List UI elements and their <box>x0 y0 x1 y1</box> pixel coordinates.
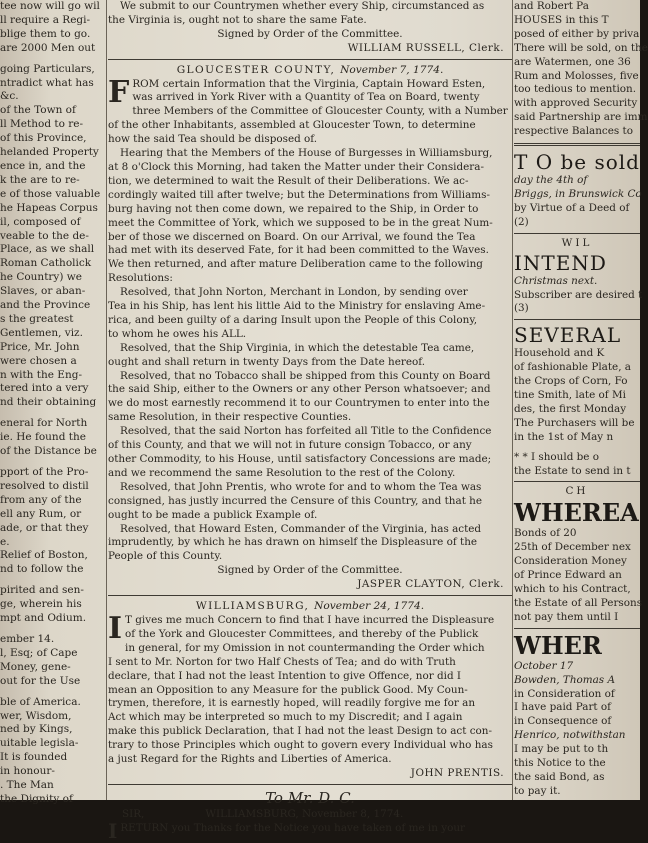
article-line: Resolutions: <box>108 272 173 285</box>
left-column-line <box>0 459 104 466</box>
ad-line: in the 1st of May n <box>514 430 614 443</box>
article-line: I sent to Mr. Norton for two Half Chests of Tea; and do with Truth <box>108 655 456 668</box>
left-column-line: wer, Wisdom, <box>0 709 72 722</box>
left-column-line: n with the Eng- <box>0 368 82 381</box>
notice-signed: Signed by Order of the Committee. <box>217 27 403 40</box>
ad-headline: SEVERAL <box>514 323 622 348</box>
ad-line: 25th of December nex <box>514 541 631 554</box>
left-column-line: Place, as we shall <box>0 243 95 256</box>
left-column-line: ge, wherein his <box>0 598 82 611</box>
left-column-line: ember 14. <box>0 632 55 645</box>
gloucester-date: November 7, 1774. <box>340 63 444 76</box>
ad-line: to pay it. <box>514 784 561 797</box>
resolution-line: the said Ship, either to the Owners or any other Person whatsoever; and <box>108 383 491 396</box>
left-column-line <box>0 577 104 584</box>
notice-line: We submit to our Countrymen whether every Ship, circumstanced as <box>120 0 485 12</box>
left-column-line: ence in, and the <box>0 159 86 172</box>
divider <box>514 481 640 482</box>
gloucester-para2 <box>108 147 512 286</box>
ad-intend <box>514 236 643 317</box>
ad-line: Bonds of 20 <box>514 527 577 540</box>
resolution <box>108 370 512 426</box>
resolution-line: Resolved, that Howard Esten, Commander of the Virginia, has acted <box>120 522 482 535</box>
williamsburg-heading <box>108 600 512 614</box>
left-column-line: s the greatest <box>0 312 74 325</box>
left-column-line: ll require a Regi- <box>0 13 91 26</box>
top-notice <box>108 0 512 56</box>
ad-line: the Crops of Corn, Fo <box>514 375 628 388</box>
left-column-line: eneral for North <box>0 417 88 430</box>
resolution <box>108 286 512 342</box>
left-column-line: nd to follow the <box>0 563 84 576</box>
left-column-line: mpt and Odium. <box>0 612 87 625</box>
ad-headline: INTEND <box>514 250 607 275</box>
resolution-line: to whom he owes his ALL. <box>108 327 247 340</box>
drop-cap: I <box>108 610 123 646</box>
williamsburg-article <box>108 600 512 781</box>
left-column-line: e. <box>0 535 10 548</box>
article-line: in general, for my Omission in not countermanding the Order which <box>125 641 485 654</box>
ad-line: of Prince Edward an <box>514 569 622 582</box>
left-column-line: he Hapeas Corpus <box>0 201 98 214</box>
left-column-line: veable to the de- <box>0 229 89 242</box>
article-line: three Members of the Committee of Gloucester County, with a Number <box>132 105 508 118</box>
ad-to-be-sold <box>514 150 640 230</box>
letter <box>108 788 512 843</box>
ad-line: too tedious to mention. <box>514 83 637 96</box>
left-column-line: ned by Kings, <box>0 723 73 736</box>
left-column-line: are 2000 Men out <box>0 41 96 54</box>
left-column-line: pirited and sen- <box>0 584 84 597</box>
ad-whereas-2 <box>514 632 640 799</box>
ad-line: I have paid Part of <box>514 701 612 714</box>
ad-line: in Consideration of <box>514 687 615 700</box>
drop-cap: F <box>108 74 130 110</box>
resolution-line: imprudently, by which he has drawn on himself the Displeasure of the <box>108 536 478 549</box>
gloucester-resolutions <box>108 286 512 564</box>
ad-headline: WHEREA <box>514 498 639 528</box>
divider <box>108 784 512 785</box>
resolution <box>108 425 512 481</box>
ad-line: the said Bond, as <box>514 770 605 783</box>
ad-line: Briggs, in Brunswick Co <box>514 187 642 200</box>
left-column-line: &c. <box>0 90 19 103</box>
left-column-line <box>0 689 104 696</box>
left-column-line: Roman Catholick <box>0 257 92 270</box>
left-column-line: in honour- <box>0 765 55 778</box>
left-column-line: Money, gene- <box>0 660 71 673</box>
article-line: was arrived in York River with a Quantity of Tea on Board, twenty <box>132 91 480 104</box>
ad-line: in Consequence of <box>514 715 612 728</box>
middle-column <box>108 0 512 843</box>
article-line: declare, that I had not the least Intention to give Offence, nor did I <box>108 669 462 682</box>
ad-line: HOUSES in this T <box>514 13 609 26</box>
ad-line: The Purchasers will be <box>514 416 635 429</box>
left-column-line: of the Town of <box>0 104 76 117</box>
notice-signatory: WILLIAM RUSSELL, Clerk. <box>347 41 504 54</box>
left-column-line: Relief of Boston, <box>0 549 88 562</box>
left-column-line: of this Province, <box>0 132 87 145</box>
resolution <box>108 523 512 565</box>
divider <box>514 143 640 146</box>
ad-line: day the 4th of <box>514 174 588 187</box>
ad-line: (3) <box>514 302 529 315</box>
article-line: had met with its deserved Fate, for it had been committed to the Waves. <box>108 244 489 257</box>
ad-line: (2) <box>514 215 529 228</box>
column-rule-right <box>512 0 513 800</box>
left-column <box>0 0 104 805</box>
left-column-line: he Country) we <box>0 271 83 284</box>
right-column <box>514 0 648 800</box>
letter-dateline: WILLIAMSBURG, November 8, 1774. <box>205 807 404 820</box>
article-line: trary to those Principles which ought to govern every Individual who has <box>108 739 493 752</box>
ad-line: posed of either by priva <box>514 27 640 40</box>
resolution-line: of this County, and that we will not in future consign Tobacco, or any <box>108 439 472 452</box>
left-column-line: the Dignity of <box>0 792 73 805</box>
ad-head: WIL <box>561 236 593 249</box>
resolution-line: Resolved, that the Ship Virginia, in which the detestable Tea came, <box>120 341 475 354</box>
ad-line: the Estate of all Persons <box>514 596 643 609</box>
article-line: T gives me much Concern to find that I have incurred the Displeasure <box>125 613 495 626</box>
gloucester-article <box>108 64 512 592</box>
article-line: cordingly waited till after twelve; but the Determinations from Williams- <box>108 188 490 201</box>
resolution-line: we do most earnestly recommend it to our Countrymen to enter into the <box>108 397 490 410</box>
left-column-line: Slaves, or aban- <box>0 285 86 298</box>
ad-headline: WHER <box>514 630 602 660</box>
letter-heading: To Mr. D. C. <box>265 788 355 807</box>
article-line: of the other Inhabitants, assembled at Gloucester Town, to determine <box>108 119 476 132</box>
ad-line: which to his Contract, <box>514 583 631 595</box>
left-column-line: of the Distance be <box>0 445 97 458</box>
ad-line: October 17 <box>514 659 574 672</box>
right-top-ad <box>514 0 648 139</box>
williamsburg-signatory: JOHN PRENTIS. <box>410 766 504 779</box>
article-line: Hearing that the Members of the House of Burgesses in Williamsburg, <box>120 147 493 160</box>
left-column-line: resolved to distil <box>0 479 89 492</box>
resolution-line: and we recommend the same Resolution to the rest of the Colony. <box>108 466 456 479</box>
williamsburg-title: WILLIAMSBURG, <box>195 600 310 613</box>
article-line: of the York and Gloucester Committees, and thereby of the Publick <box>125 627 479 640</box>
left-column-line: going Particulars, <box>0 62 95 75</box>
left-column-line: ntradict what has <box>0 76 94 89</box>
left-column-line: blige them to go. <box>0 27 91 40</box>
resolution-line: ought to be made a publick Example of. <box>108 508 318 521</box>
article-line: meet the Committee of York, which we supposed to be in the great Num- <box>108 216 493 229</box>
ad-headline: T O be sold <box>514 150 640 175</box>
ad-line: Household and K <box>514 347 605 360</box>
resolution-line: Tea in his Ship, has lent his little Aid to the Ministry for enslaving Ame- <box>108 300 486 313</box>
left-column-line: and the Province <box>0 299 91 312</box>
ad-head: CH <box>565 485 589 498</box>
article-line: trymen, therefore, it is earnestly hoped, will readily forgive me for an <box>108 697 476 710</box>
left-column-line: pport of the Pro- <box>0 466 89 478</box>
left-column-line: ell any Rum, or <box>0 507 82 520</box>
resolution <box>108 342 512 370</box>
left-column-line: Gentlemen, viz. <box>0 326 83 339</box>
resolution-line: Resolved, that no Tobacco shall be shipped from this County on Board <box>120 369 491 382</box>
left-column-line: nd their obtaining <box>0 396 97 409</box>
left-column-line: ble of America. <box>0 695 81 708</box>
article-line: a just Regard for the Rights and Liberties of America. <box>108 753 392 766</box>
ad-line: Henrico, notwithstan <box>514 729 626 742</box>
williamsburg-date: November 24, 1774. <box>314 600 425 613</box>
left-column-line: helanded Property <box>0 146 99 159</box>
left-column-line: out for the Use <box>0 674 81 687</box>
ad-line: the Estate to send in t <box>514 464 631 477</box>
ad-line: Subscriber are desired t <box>514 288 643 301</box>
resolution-line: same Resolution, in their respective Counties. <box>108 411 352 424</box>
ad-whereas-1 <box>514 485 643 624</box>
article-line: how the said Tea should be disposed of. <box>108 133 318 146</box>
left-column-line: from any of the <box>0 493 82 506</box>
article-line: We then returned, and after mature Deliberation came to the following <box>108 258 483 271</box>
left-column-line: ade, or that they <box>0 521 89 534</box>
ad-line: are Watermen, one 36 <box>514 55 631 68</box>
left-column-line: tee now will go wil <box>0 0 100 12</box>
ad-several <box>514 323 640 478</box>
ad-line: Rum and Molosses, five <box>514 69 639 82</box>
ad-line: of fashionable Plate, a <box>514 361 631 374</box>
ad-line: this Notice to the <box>514 757 606 770</box>
divider <box>108 59 512 60</box>
notice-line: the Virginia is, ought not to share the same Fate. <box>108 13 367 26</box>
gloucester-para1 <box>108 74 512 148</box>
ad-line: tine Smith, late of Mi <box>514 389 626 402</box>
resolution-line: Resolved, that John Norton, Merchant in London, by sending over <box>120 286 468 299</box>
left-column-line <box>0 626 104 633</box>
ad-line: Bowden, Thomas A <box>514 673 615 686</box>
resolution-line: rica, and been guilty of a daring Insult upon the People of this Colony, <box>108 313 478 326</box>
left-column-line <box>0 410 104 417</box>
article-line: Act which may be interpreted so much to my Discredit; and I again <box>108 711 463 724</box>
article-line: burg having not then come down, we repaired to the Ship, in Order to <box>108 202 479 215</box>
ad-line: des, the first Monday <box>514 402 627 415</box>
drop-cap: I <box>108 818 118 843</box>
resolution-line: People of this County. <box>108 550 223 563</box>
left-column-line: ie. He found the <box>0 431 86 444</box>
divider <box>514 319 640 320</box>
ad-line: and Robert Pa <box>514 0 589 12</box>
left-column-line: were chosen a <box>0 354 77 367</box>
letter-salutation: SIR, <box>122 807 145 820</box>
gloucester-title: GLOUCESTER COUNTY, <box>176 63 336 76</box>
article-line: ber of those we discerned on Board. On our Arrival, we found the Tea <box>108 230 476 243</box>
resolution <box>108 481 512 523</box>
ad-line: * * I should be o <box>514 450 600 463</box>
left-column-line: k the are to re- <box>0 173 80 186</box>
column-rule-left <box>106 0 107 800</box>
left-column-line: tered into a very <box>0 382 89 395</box>
ad-line: I may be put to th <box>514 743 609 756</box>
article-line: ROM certain Information that the Virginia, Captain Howard Esten, <box>132 77 486 90</box>
ad-line: with approved Security <box>514 97 638 110</box>
left-column-line: . The Man <box>0 779 54 792</box>
left-column-line: l, Esq; of Cape <box>0 646 78 659</box>
article-line: mean an Opposition to any Measure for the publick Good. My Coun- <box>108 683 468 696</box>
ad-line: Christmas next. <box>514 274 598 287</box>
left-column-line: Price, Mr. John <box>0 340 80 353</box>
left-column-line <box>0 56 104 63</box>
left-column-line: ll Method to re- <box>0 118 84 131</box>
divider <box>514 233 640 234</box>
resolution-line: Resolved, that John Prentis, who wrote for and to whom the Tea was <box>120 480 482 493</box>
left-column-line: uitable legisla- <box>0 737 79 750</box>
left-column-line: il, composed of <box>0 215 81 228</box>
resolution-line: other Commodity, to his House, until satisfactory Concessions are made; <box>108 453 492 465</box>
gloucester-signatory: JASPER CLAYTON, Clerk. <box>357 578 504 591</box>
resolution-line: Resolved, that the said Norton has forfeited all Title to the Confidence <box>120 425 492 438</box>
ad-line: Consideration Money <box>514 555 627 568</box>
ad-line: by Virtue of a Deed of <box>514 201 630 214</box>
resolution-line: ought and shall return in twenty Days from the Date hereof. <box>108 355 426 368</box>
letter-line: RETURN you Thanks for the Notice you have taken of me in your <box>120 821 465 834</box>
gloucester-signed: Signed by Order of the Committee. <box>217 564 403 577</box>
ad-line: There will be sold, on the <box>514 41 648 54</box>
resolution-line: consigned, has justly incurred the Censure of this Country, and that he <box>108 494 483 507</box>
article-line: at 8 o'Clock this Morning, had taken the Matter under their Considera- <box>108 160 484 173</box>
ad-line: said Partnership are imm <box>514 111 648 124</box>
divider <box>514 628 640 629</box>
left-column-line: It is founded <box>0 751 68 764</box>
article-line: make this publick Declaration, that I had not the least Design to act con- <box>108 725 493 738</box>
article-line: tion, we determined to wait the Result of their Deliberations. We ac- <box>108 174 469 187</box>
ad-line: not pay them until I <box>514 610 619 623</box>
left-column-line: e of those valuable <box>0 187 101 200</box>
ad-line: respective Balances to <box>514 125 633 138</box>
gloucester-heading <box>108 64 512 78</box>
divider <box>108 595 512 596</box>
